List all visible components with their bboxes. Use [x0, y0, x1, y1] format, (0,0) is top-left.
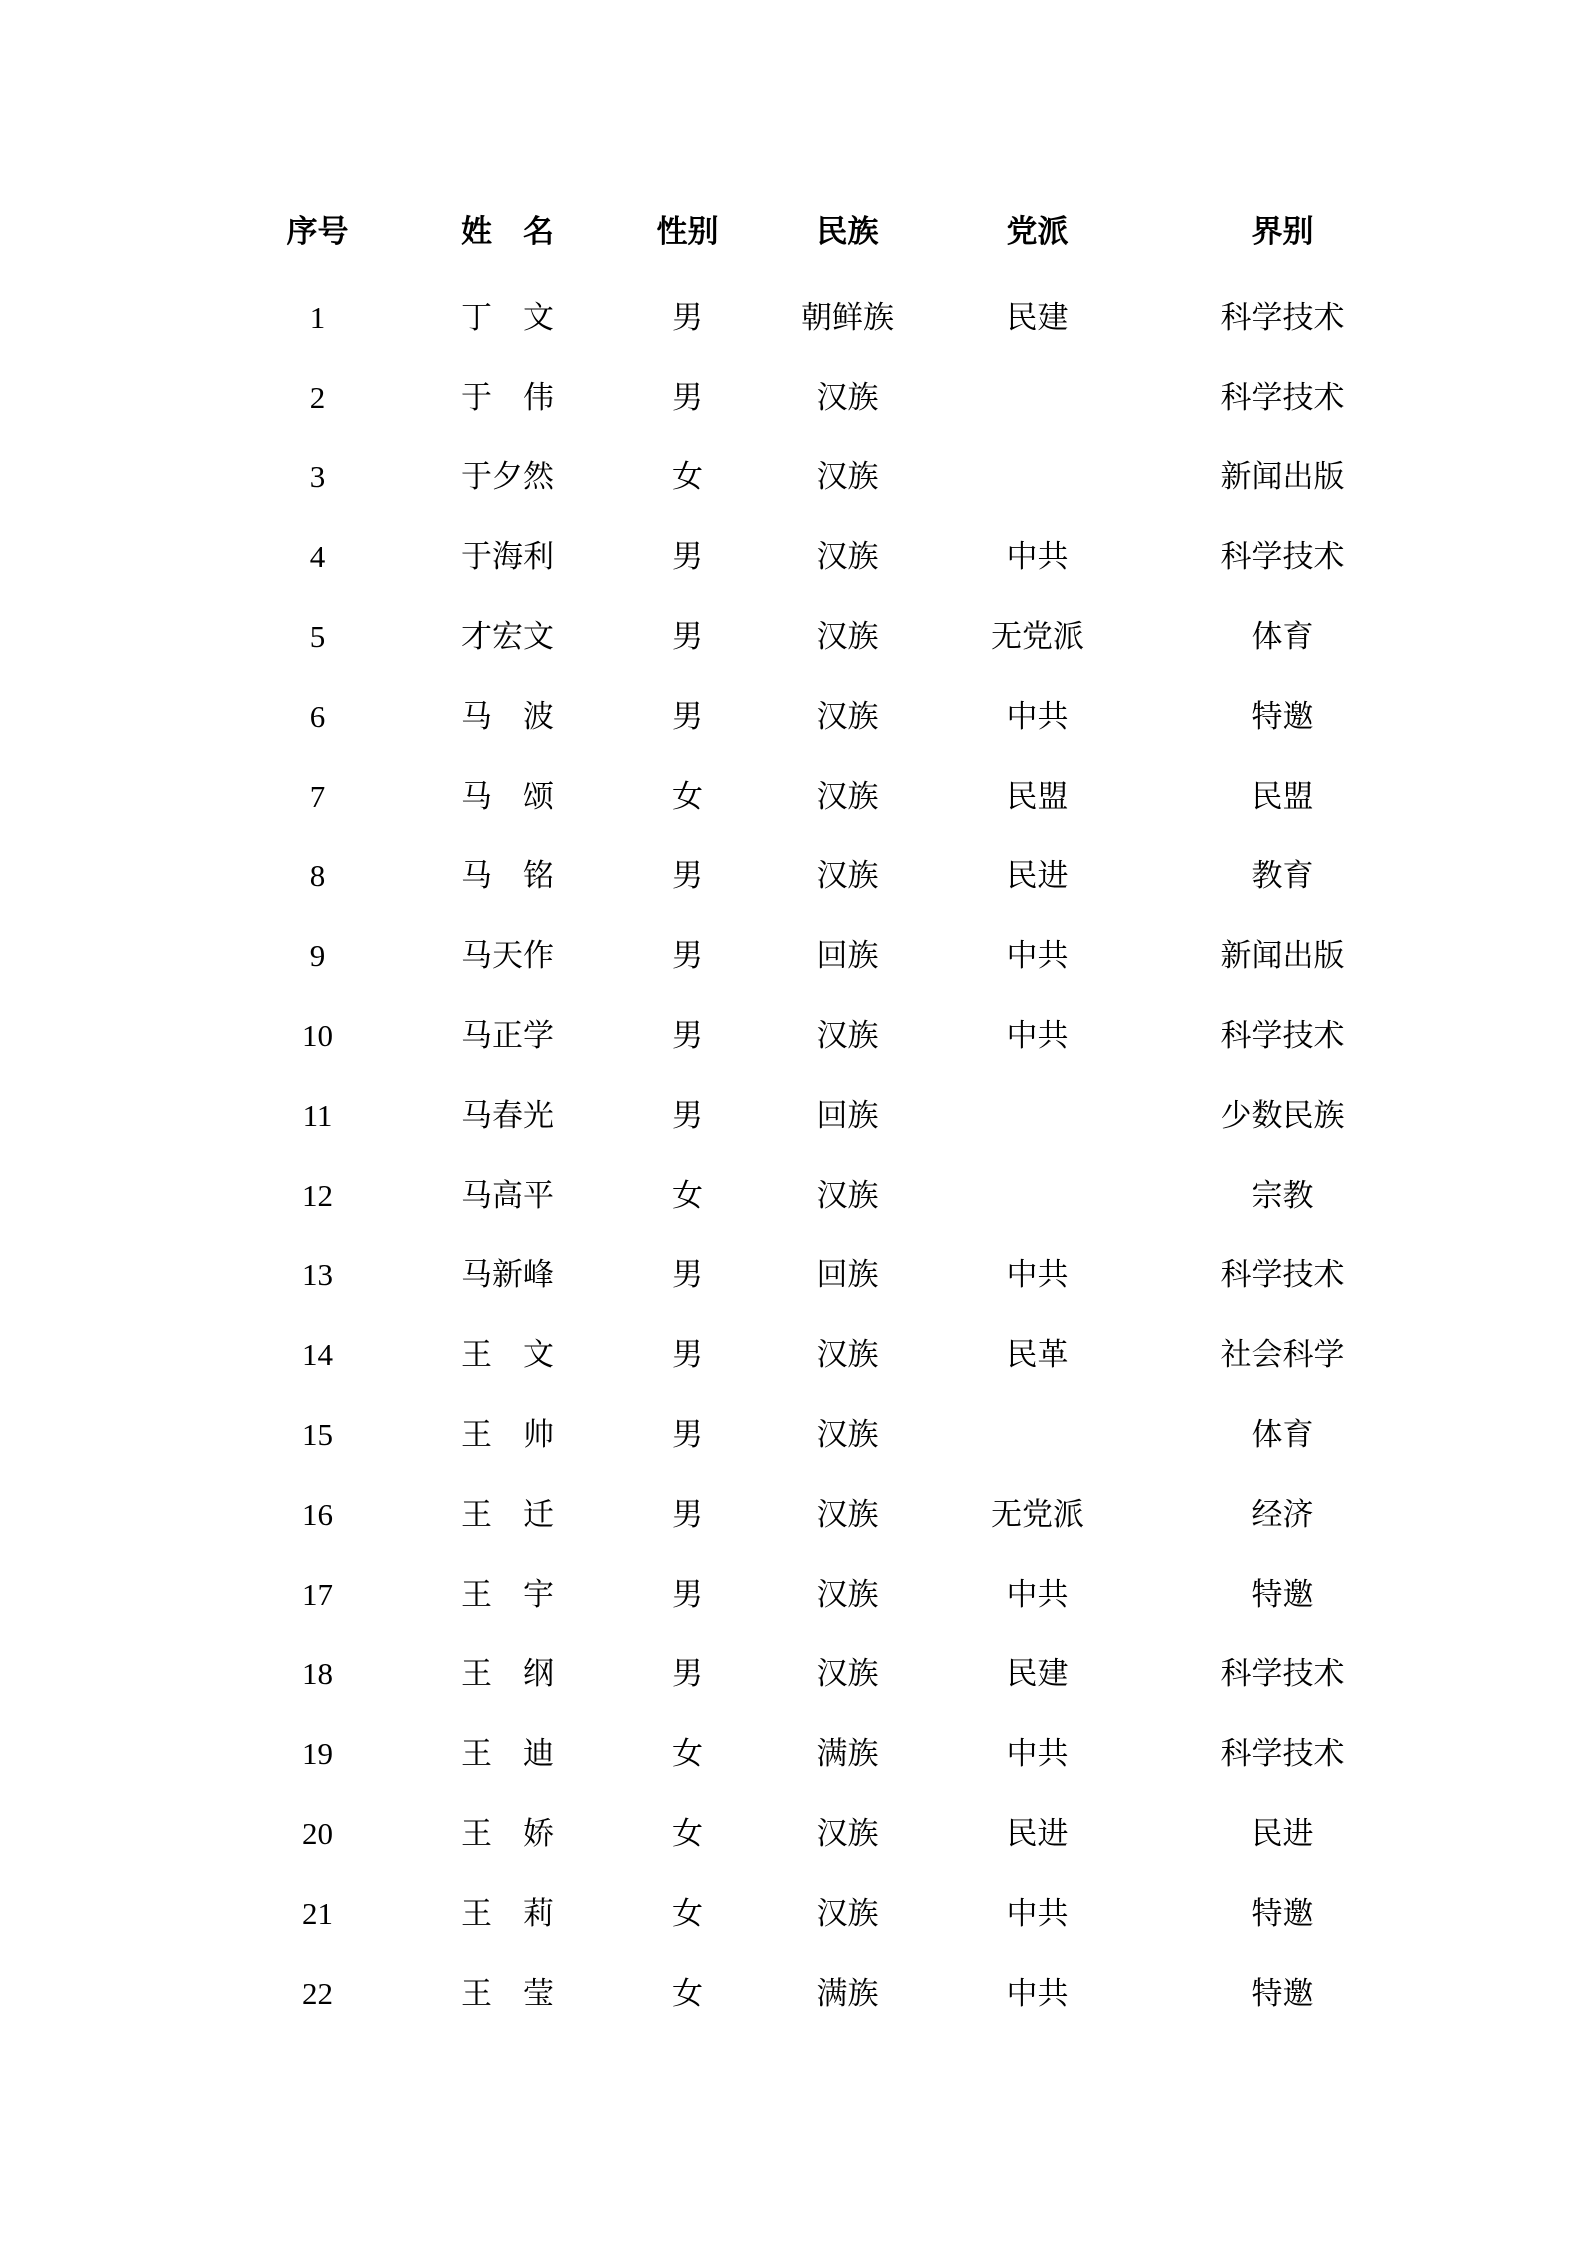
cell-party: 民进	[1006, 1815, 1069, 1851]
cell-ethnicity: 汉族	[816, 1656, 879, 1692]
cell-name: 王 莹	[461, 1975, 554, 2011]
cell-index: 3	[309, 459, 326, 495]
cell-party: 中共	[1006, 1018, 1069, 1054]
cell-sector: 科学技术	[1220, 379, 1345, 415]
cell-sector: 科学技术	[1220, 1018, 1345, 1054]
cell-party: 中共	[1006, 1975, 1069, 2011]
cell-gender: 女	[672, 1975, 703, 2011]
cell-ethnicity: 汉族	[816, 1417, 879, 1452]
cell-gender: 男	[672, 938, 703, 974]
column-header-index: 序号	[286, 213, 349, 249]
cell-party: 无党派	[991, 619, 1084, 655]
cell-index: 12	[302, 1177, 333, 1213]
column-header-party: 党派	[1006, 213, 1069, 249]
cell-party: 中共	[1006, 1257, 1069, 1293]
cell-name: 王 迁	[461, 1496, 554, 1532]
cell-name: 马春光	[461, 1097, 554, 1133]
cell-index: 11	[302, 1097, 333, 1133]
table-row	[230, 1475, 1420, 1555]
cell-sector: 新闻出版	[1220, 459, 1345, 495]
cell-name: 于 伟	[461, 379, 554, 415]
cell-ethnicity: 汉族	[816, 1496, 879, 1532]
table-row	[230, 438, 1420, 518]
cell-name: 马天作	[461, 938, 554, 974]
cell-gender: 男	[672, 858, 703, 894]
cell-gender: 男	[672, 1656, 703, 1692]
cell-ethnicity: 汉族	[816, 1815, 879, 1851]
cell-index: 18	[302, 1656, 333, 1692]
cell-ethnicity: 满族	[816, 1736, 879, 1772]
cell-party: 中共	[1006, 698, 1069, 734]
cell-gender: 男	[672, 619, 703, 655]
cell-name: 于海利	[461, 539, 554, 575]
cell-ethnicity: 汉族	[816, 1895, 879, 1931]
table-header-row	[230, 189, 1420, 275]
cell-name: 马 颂	[461, 778, 554, 814]
table-row	[230, 1555, 1420, 1635]
column-header-ethnicity: 民族	[816, 213, 879, 249]
cell-gender: 女	[672, 778, 703, 814]
cell-ethnicity: 汉族	[816, 858, 879, 894]
cell-index: 15	[302, 1417, 333, 1452]
cell-index: 4	[309, 539, 326, 575]
table-row	[230, 517, 1420, 597]
cell-name: 王 文	[461, 1337, 554, 1373]
cell-gender: 男	[672, 299, 703, 335]
cell-index: 8	[309, 858, 326, 894]
cell-ethnicity: 汉族	[816, 778, 879, 814]
cell-index: 5	[309, 619, 326, 655]
cell-index: 17	[302, 1576, 333, 1612]
table-row	[230, 1395, 1420, 1475]
cell-name: 于夕然	[461, 459, 554, 495]
cell-sector: 少数民族	[1220, 1097, 1345, 1133]
cell-gender: 女	[672, 1895, 703, 1931]
cell-index: 9	[309, 938, 326, 974]
cell-sector: 民进	[1251, 1815, 1314, 1851]
table-row	[230, 278, 1420, 358]
cell-sector: 特邀	[1251, 698, 1314, 734]
table-row	[230, 996, 1420, 1076]
cell-name: 王 宇	[461, 1576, 554, 1612]
cell-name: 王 娇	[461, 1815, 554, 1851]
cell-party: 中共	[1006, 1736, 1069, 1772]
cell-sector: 宗教	[1251, 1177, 1314, 1213]
cell-name: 王 纲	[461, 1656, 554, 1692]
cell-gender: 女	[672, 1815, 703, 1851]
cell-sector: 特邀	[1251, 1895, 1314, 1931]
cell-index: 6	[309, 698, 326, 734]
cell-index: 19	[302, 1736, 333, 1772]
table-row	[230, 677, 1420, 757]
table-row	[230, 837, 1420, 917]
cell-index: 21	[302, 1895, 333, 1931]
cell-gender: 女	[672, 1736, 703, 1772]
cell-ethnicity: 汉族	[816, 379, 879, 415]
cell-ethnicity: 回族	[816, 938, 879, 974]
cell-ethnicity: 汉族	[816, 619, 879, 655]
cell-gender: 男	[672, 1417, 703, 1452]
cell-name: 丁 文	[461, 299, 554, 335]
cell-party: 中共	[1006, 938, 1069, 974]
cell-name: 王 帅	[461, 1417, 554, 1452]
cell-ethnicity: 汉族	[816, 1177, 879, 1213]
cell-name: 才宏文	[461, 619, 554, 655]
cell-party: 中共	[1006, 1895, 1069, 1931]
cell-index: 7	[309, 778, 326, 814]
cell-gender: 男	[672, 1576, 703, 1612]
cell-sector: 教育	[1251, 858, 1314, 894]
cell-ethnicity: 满族	[816, 1975, 879, 2011]
cell-gender: 女	[672, 1177, 703, 1213]
column-header-gender: 性别	[656, 213, 719, 249]
cell-ethnicity: 回族	[816, 1097, 879, 1133]
table-row	[230, 1794, 1420, 1874]
cell-index: 22	[302, 1975, 333, 2011]
cell-ethnicity: 朝鲜族	[801, 299, 894, 335]
cell-ethnicity: 汉族	[816, 539, 879, 575]
table-row	[230, 1156, 1420, 1236]
cell-index: 1	[309, 299, 326, 335]
table-row	[230, 1874, 1420, 1954]
cell-ethnicity: 汉族	[816, 459, 879, 495]
cell-index: 20	[302, 1815, 333, 1851]
cell-sector: 特邀	[1251, 1576, 1314, 1612]
table-body	[230, 278, 1420, 2034]
cell-sector: 经济	[1251, 1496, 1314, 1532]
cell-sector: 特邀	[1251, 1975, 1314, 2011]
cell-sector: 科学技术	[1220, 1736, 1345, 1772]
cell-ethnicity: 汉族	[816, 1337, 879, 1373]
cell-name: 王 迪	[461, 1736, 554, 1772]
cell-gender: 男	[672, 379, 703, 415]
cell-gender: 男	[672, 539, 703, 575]
cell-index: 2	[309, 379, 326, 415]
cell-party: 民建	[1006, 299, 1069, 335]
cell-gender: 女	[672, 459, 703, 495]
cell-sector: 科学技术	[1220, 539, 1345, 575]
cell-party: 中共	[1006, 539, 1069, 575]
cell-ethnicity: 回族	[816, 1257, 879, 1293]
cell-party: 无党派	[991, 1496, 1084, 1532]
cell-name: 马高平	[461, 1177, 554, 1213]
cell-ethnicity: 汉族	[816, 1576, 879, 1612]
table-row	[230, 1076, 1420, 1156]
cell-index: 13	[302, 1257, 333, 1293]
cell-party: 民革	[1006, 1337, 1069, 1373]
table-row	[230, 1635, 1420, 1715]
table-row	[230, 358, 1420, 438]
column-header-sector: 界别	[1251, 213, 1314, 249]
cell-index: 16	[302, 1496, 333, 1532]
cell-sector: 科学技术	[1220, 1656, 1345, 1692]
cell-gender: 男	[672, 1018, 703, 1054]
cell-party: 中共	[1006, 1576, 1069, 1612]
cell-name: 王 莉	[461, 1895, 554, 1931]
cell-sector: 科学技术	[1220, 299, 1345, 335]
cell-name: 马 铭	[461, 858, 554, 894]
cell-ethnicity: 汉族	[816, 698, 879, 734]
cell-sector: 体育	[1251, 1417, 1314, 1452]
table-row	[230, 1236, 1420, 1316]
cell-gender: 男	[672, 698, 703, 734]
cell-sector: 社会科学	[1220, 1337, 1345, 1373]
cell-sector: 体育	[1251, 619, 1314, 655]
column-header-name: 姓 名	[461, 213, 554, 249]
table-row	[230, 597, 1420, 677]
table-row	[230, 757, 1420, 837]
table-row	[230, 1954, 1420, 2034]
cell-name: 马新峰	[461, 1257, 554, 1293]
cell-sector: 新闻出版	[1220, 938, 1345, 974]
cell-party: 民盟	[1006, 778, 1069, 814]
cell-party: 民进	[1006, 858, 1069, 894]
table-row	[230, 1714, 1420, 1794]
cell-name: 马 波	[461, 698, 554, 734]
cell-gender: 男	[672, 1496, 703, 1532]
cell-sector: 科学技术	[1220, 1257, 1345, 1293]
cell-gender: 男	[672, 1257, 703, 1293]
cell-ethnicity: 汉族	[816, 1018, 879, 1054]
table-row	[230, 916, 1420, 996]
cell-index: 10	[302, 1018, 333, 1054]
cell-gender: 男	[672, 1097, 703, 1133]
cell-index: 14	[302, 1337, 333, 1373]
cell-name: 马正学	[461, 1018, 554, 1054]
cell-sector: 民盟	[1251, 778, 1314, 814]
roster-table	[230, 189, 1420, 2034]
cell-party: 民建	[1006, 1656, 1069, 1692]
cell-gender: 男	[672, 1337, 703, 1373]
table-row	[230, 1315, 1420, 1395]
